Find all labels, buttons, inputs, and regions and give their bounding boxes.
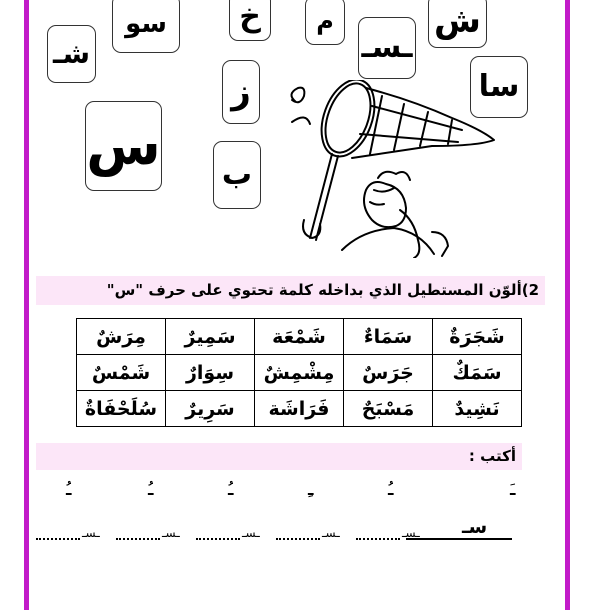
- page-border-left: [24, 0, 29, 610]
- word-cell[interactable]: مِشْمِشٌ: [255, 355, 344, 391]
- word-cell[interactable]: سَرِيرٌ: [166, 391, 255, 427]
- word-cell[interactable]: شَجَرَةٌ: [433, 319, 522, 355]
- letter-card-sheen[interactable]: ش: [428, 0, 487, 48]
- model-glyph: سـ: [462, 516, 488, 538]
- practice-slot[interactable]: [196, 516, 276, 544]
- model-letter: [406, 512, 548, 542]
- write-label: أكتب :: [468, 447, 516, 465]
- word-cell[interactable]: سَمَاءٌ: [344, 319, 433, 355]
- page-border-right: [565, 0, 570, 610]
- question-text: 2)ألوّن المستطيل الذي بداخله كلمة تحتوي على حرف "س": [106, 281, 539, 299]
- dotted-line: [196, 538, 240, 540]
- vowel-mark: ـِ: [308, 480, 314, 499]
- letter-card-meem[interactable]: م: [305, 0, 345, 45]
- word-cell[interactable]: جَرَسٌ: [344, 355, 433, 391]
- letter-card-kha[interactable]: خ: [229, 0, 271, 41]
- word-cell[interactable]: مِرَشٌ: [77, 319, 166, 355]
- practice-glyph: ـسـ: [322, 526, 340, 540]
- letter-card-so[interactable]: سو: [112, 0, 180, 53]
- practice-slot[interactable]: [36, 516, 116, 544]
- word-cell[interactable]: مَسْبَحٌ: [344, 391, 433, 427]
- write-band: [36, 443, 522, 470]
- practice-slot[interactable]: [276, 516, 356, 544]
- vowel-mark: ـُ: [388, 480, 394, 499]
- table-row: [77, 319, 522, 355]
- practice-glyph: ـسـ: [242, 526, 260, 540]
- dotted-line: [356, 538, 400, 540]
- table-row: [77, 391, 522, 427]
- vowel-mark: ـُ: [228, 480, 234, 499]
- word-cell[interactable]: سَمِيرٌ: [166, 319, 255, 355]
- practice-slot[interactable]: [116, 516, 196, 544]
- word-cell[interactable]: نَشِيدٌ: [433, 391, 522, 427]
- model-underline: [406, 538, 512, 540]
- vowel-mark: ـُ: [148, 480, 154, 499]
- vowel-mark: ـَ: [510, 480, 516, 499]
- letter-card-seen-medial[interactable]: ـسـ: [358, 17, 416, 79]
- letter-card-seen[interactable]: س: [85, 101, 162, 191]
- practice-glyph: ـسـ: [82, 526, 100, 540]
- word-cell[interactable]: فَرَاشَة: [255, 391, 344, 427]
- dotted-line: [276, 538, 320, 540]
- word-cell[interactable]: شَمْسٌ: [77, 355, 166, 391]
- dotted-line: [116, 538, 160, 540]
- letter-card-ba[interactable]: ب: [213, 141, 261, 209]
- vowel-mark: ـُ: [66, 480, 72, 499]
- dotted-line: [36, 538, 80, 540]
- practice-glyph: ـسـ: [402, 526, 420, 540]
- word-table: [76, 318, 522, 427]
- word-cell[interactable]: سُلَحْفَاةٌ: [77, 391, 166, 427]
- letter-card-sheen-initial[interactable]: شـ: [47, 25, 96, 83]
- question-band: [36, 276, 545, 305]
- word-cell[interactable]: شَمْعَة: [255, 319, 344, 355]
- word-cell[interactable]: سِوَارٌ: [166, 355, 255, 391]
- letter-card-zay[interactable]: ز: [222, 60, 260, 124]
- table-row: [77, 355, 522, 391]
- practice-glyph: ـسـ: [162, 526, 180, 540]
- butterfly-net-illustration: [282, 80, 508, 258]
- letter-card-sa[interactable]: سا: [470, 56, 528, 118]
- word-cell[interactable]: سَمَكٌ: [433, 355, 522, 391]
